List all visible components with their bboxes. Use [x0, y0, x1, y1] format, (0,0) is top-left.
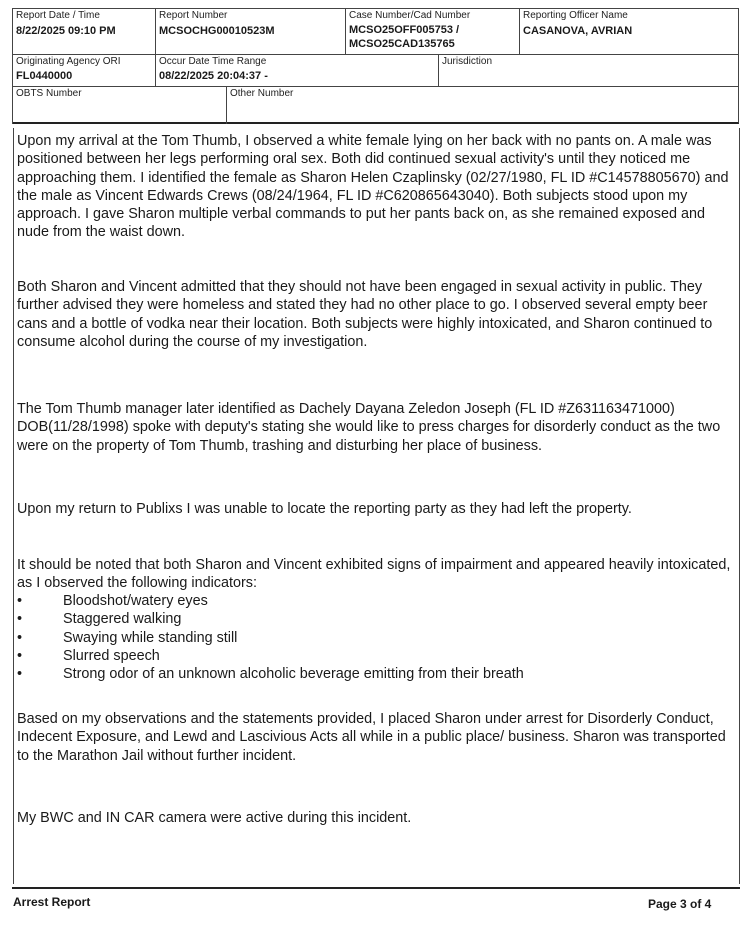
bullet-icon: • [17, 629, 23, 646]
footer-divider [12, 887, 740, 889]
narrative-paragraph-camera: My BWC and IN CAR camera were active during this incident. [17, 810, 412, 826]
report-date-value: 8/22/2025 09:10 PM [16, 25, 116, 37]
report-date-label: Report Date / Time [16, 10, 100, 21]
case-number-value-1: MCSO25OFF005753 / [349, 24, 460, 36]
originating-agency-value: FL0440000 [16, 70, 73, 82]
indicator-item: • Strong odor of an unknown alcoholic beverage emitting from their breath [17, 666, 524, 683]
reporting-officer-value: CASANOVA, AVRIAN [523, 25, 633, 37]
indicator-item: • Slurred speech [17, 647, 160, 664]
other-number-cell [226, 86, 739, 124]
indicator-item: • Staggered walking [17, 611, 182, 628]
narrative-paragraph-manager: The Tom Thumb manager later identified as Dachely Dayana Zeledon Joseph (FL ID #Z631163471000) DOB(11/28/1998) spoke with deputy's stating she would like to press charges for disorderly conduct as the two were on the property of Tom Thumb, trashing and disturbing her place of business. [17, 401, 721, 454]
narrative-paragraph-return: Upon my return to Publixs I was unable to locate the reporting party as they had left the property. [17, 501, 632, 517]
narrative-paragraph-arrest: Based on my observations and the statements provided, I placed Sharon under arrest for Disorderly Conduct, Indecent Exposure, and Lewd and Lascivious Acts all while in a public place/ business. Sharon was transported to the Marathon Jail without further incident. [17, 711, 726, 764]
case-number-value-2: MCSO25CAD135765 [349, 38, 455, 50]
page-indicator: Page 3 of 4 [648, 897, 712, 911]
report-number-cell [155, 8, 345, 54]
report-number-label: Report Number [159, 10, 228, 21]
occur-range-value: 08/22/2025 20:04:37 - [159, 70, 268, 82]
occur-range-label: Occur Date Time Range [159, 56, 267, 67]
bullet-icon: • [17, 611, 23, 628]
narrative-paragraph-arrival: Upon my arrival at the Tom Thumb, I observed a white female lying on her back with no pants on. A male was positioned between her legs performing oral sex. Both did continued sexual activity's until they noticed me approaching them. I identified the female as Sharon Helen Czaplinsky (02/27/1980, FL ID #C14578805670) and the male as Vincent Edwards Crews (08/24/1964, FL ID #C620865643040). Both subjects stood upon my approach. I gave Sharon multiple verbal commands to put her pants back on, as she remained exposed and nude from the waist down. [17, 133, 729, 241]
impairment-indicators-list [17, 592, 717, 683]
narrative-paragraph-impairment: It should be noted that both Sharon and Vincent exhibited signs of impairment and appeared heavily intoxicated, as I observed the following indicators: [17, 557, 731, 592]
occur-range-cell [155, 54, 438, 86]
jurisdiction-cell [438, 54, 739, 86]
bullet-icon: • [17, 666, 23, 683]
bullet-icon: • [17, 593, 23, 609]
indicator-item: • Swaying while standing still [17, 629, 238, 646]
obts-number-cell [12, 86, 226, 124]
originating-agency-cell [12, 54, 155, 86]
report-number-value: MCSOCHG00010523M [159, 25, 275, 37]
originating-agency-label: Originating Agency ORI [16, 56, 121, 67]
other-number-label: Other Number [230, 88, 294, 99]
case-number-cell [345, 8, 519, 54]
jurisdiction-label: Jurisdiction [442, 56, 493, 67]
narrative-paragraph-admission: Both Sharon and Vincent admitted that they should not have been engaged in sexual activity in public. They further advised they were homeless and stated they had no other place to go. I observed several empty beer cans and a bottle of vodka near their location. Both subjects were highly intoxicated, and Sharon continued to consume alcohol during the course of my investigation. [17, 279, 713, 350]
narrative-box [13, 128, 740, 884]
reporting-officer-cell [519, 8, 739, 54]
case-number-label: Case Number/Cad Number [349, 10, 471, 21]
footer-title: Arrest Report [13, 895, 91, 909]
report-date-cell [12, 8, 155, 54]
obts-number-label: OBTS Number [16, 88, 82, 99]
indicator-item: • Bloodshot/watery eyes [17, 593, 208, 609]
bullet-icon: • [17, 647, 23, 664]
reporting-officer-label: Reporting Officer Name [523, 10, 628, 21]
